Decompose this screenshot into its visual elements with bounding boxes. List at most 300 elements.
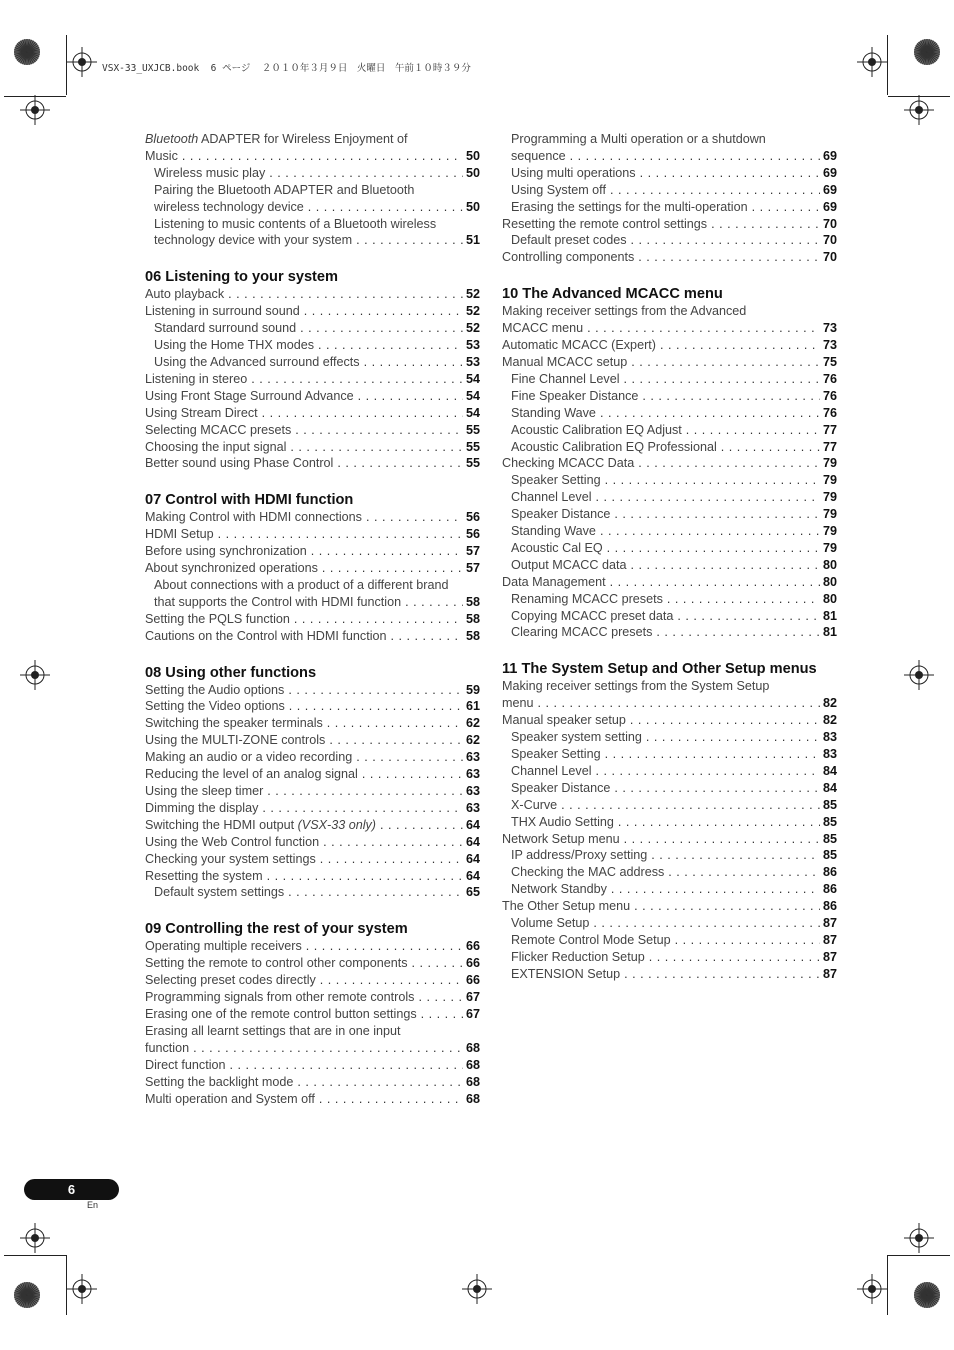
toc-entry[interactable] bbox=[502, 523, 837, 540]
toc-entry-label: Controlling components . . . bbox=[502, 249, 820, 266]
toc-entry[interactable] bbox=[145, 232, 480, 249]
toc-entry-label: Reducing the level of an analog signal . . . bbox=[145, 766, 463, 783]
toc-entry-italic: Bluetooth bbox=[145, 132, 199, 146]
toc-entry-label: Volume Setup . . . bbox=[511, 915, 820, 932]
toc-entry-italic: (VSX-33 only) bbox=[297, 817, 377, 832]
toc-entry[interactable] bbox=[502, 472, 837, 489]
crosshair-mark-icon bbox=[20, 1223, 50, 1253]
toc-page-number: 63 bbox=[465, 767, 480, 782]
toc-entry[interactable] bbox=[502, 695, 837, 712]
toc-page-number: 87 bbox=[822, 949, 837, 964]
toc-entry-label: Flicker Reduction Setup . . . bbox=[511, 949, 820, 966]
page-number: 6 bbox=[24, 1179, 119, 1200]
toc-entry-label: Using System off . . . bbox=[511, 182, 820, 199]
toc-entry[interactable] bbox=[145, 1091, 480, 1108]
toc-entry[interactable] bbox=[145, 526, 480, 543]
toc-entry[interactable] bbox=[502, 847, 837, 864]
toc-page-number: 54 bbox=[465, 388, 480, 403]
toc-page-number: 87 bbox=[822, 966, 837, 981]
toc-page-number: 63 bbox=[465, 750, 480, 765]
toc-entry-label: Fine Speaker Distance . . . bbox=[511, 388, 820, 405]
toc-page-number: 80 bbox=[822, 574, 837, 589]
toc-entry[interactable] bbox=[145, 834, 480, 851]
toc-entry-label: that supports the Control with HDMI function . . . bbox=[154, 594, 463, 611]
toc-entry-label: sequence . . . bbox=[511, 148, 820, 165]
toc-entry[interactable] bbox=[145, 817, 480, 834]
toc-page-number: 64 bbox=[465, 817, 480, 832]
toc-entry[interactable] bbox=[145, 1057, 480, 1074]
toc-entry[interactable] bbox=[502, 864, 837, 881]
crop-line bbox=[4, 1255, 66, 1256]
toc-entry[interactable] bbox=[145, 989, 480, 1006]
toc-entry-label: Speaker Setting . . . bbox=[511, 472, 820, 489]
toc-page-number: 52 bbox=[465, 287, 480, 302]
crop-line bbox=[887, 35, 888, 95]
toc-page-number: 62 bbox=[465, 733, 480, 748]
toc-page-number: 68 bbox=[465, 1040, 480, 1055]
toc-page-number: 55 bbox=[465, 422, 480, 437]
toc-entry-label: Setting the Video options . . . bbox=[145, 698, 463, 715]
toc-entry[interactable] bbox=[145, 455, 480, 472]
toc-entry[interactable] bbox=[145, 1040, 480, 1057]
toc-entry-label: Better sound using Phase Control . . . bbox=[145, 455, 463, 472]
print-header: VSX-33_UXJCB.book 6 ページ ２０１０年３月９日 火曜日 午前１０時３９分 bbox=[102, 63, 471, 74]
toc-page-number: 69 bbox=[822, 182, 837, 197]
toc-page-number: 69 bbox=[822, 199, 837, 214]
toc-page-number: 56 bbox=[465, 527, 480, 542]
toc-entry[interactable] bbox=[502, 780, 837, 797]
toc-entry-label: Before using synchronization . . . bbox=[145, 543, 463, 560]
toc-entry[interactable] bbox=[502, 763, 837, 780]
toc-entry-label: function . . . bbox=[145, 1040, 463, 1057]
toc-entry[interactable] bbox=[502, 249, 837, 266]
toc-entry-label: Speaker Distance . . . bbox=[511, 506, 820, 523]
toc-entry-label: Acoustic Calibration EQ Adjust . . . bbox=[511, 422, 820, 439]
toc-page-number: 66 bbox=[465, 939, 480, 954]
toc-page-number: 52 bbox=[465, 304, 480, 319]
registration-star-icon bbox=[12, 1280, 42, 1310]
crosshair-mark-icon bbox=[857, 1274, 887, 1304]
toc-entry-label: Multi operation and System off . . . bbox=[145, 1091, 463, 1108]
toc-entry-label: Using Front Stage Surround Advance . . . bbox=[145, 388, 463, 405]
toc-page-number: 80 bbox=[822, 591, 837, 606]
crop-line bbox=[66, 1255, 67, 1315]
toc-entry[interactable] bbox=[145, 955, 480, 972]
toc-entry[interactable] bbox=[145, 783, 480, 800]
toc-entry[interactable] bbox=[145, 1006, 480, 1023]
toc-page-number: 55 bbox=[465, 456, 480, 471]
toc-entry[interactable] bbox=[502, 388, 837, 405]
toc-entry-label: Using the sleep timer . . . bbox=[145, 783, 463, 800]
toc-entry-label: Using the Web Control function . . . bbox=[145, 834, 463, 851]
toc-entry[interactable] bbox=[145, 594, 480, 611]
toc-entry[interactable] bbox=[145, 732, 480, 749]
toc-entry-label: Automatic MCACC (Expert) . . . bbox=[502, 337, 820, 354]
toc-entry-label: Output MCACC data . . . bbox=[511, 557, 820, 574]
crosshair-mark-icon bbox=[904, 1223, 934, 1253]
toc-entry-label: Checking your system settings . . . bbox=[145, 851, 463, 868]
toc-page-number: 64 bbox=[465, 851, 480, 866]
toc-entry-label: Data Management . . . bbox=[502, 574, 820, 591]
toc-right-column bbox=[502, 131, 837, 983]
toc-entry[interactable] bbox=[145, 405, 480, 422]
toc-page-number: 82 bbox=[822, 696, 837, 711]
toc-entry[interactable] bbox=[145, 851, 480, 868]
toc-entry-label: HDMI Setup . . . bbox=[145, 526, 463, 543]
toc-page-number: 53 bbox=[465, 338, 480, 353]
toc-entry[interactable] bbox=[145, 800, 480, 817]
toc-entry-label: Using the Home THX modes . . . bbox=[154, 337, 463, 354]
toc-entry[interactable] bbox=[502, 371, 837, 388]
toc-page-number: 57 bbox=[465, 544, 480, 559]
crosshair-mark-icon bbox=[857, 47, 887, 77]
toc-entry[interactable] bbox=[145, 1074, 480, 1091]
toc-page-number: 77 bbox=[822, 422, 837, 437]
toc-entry[interactable] bbox=[145, 354, 480, 371]
toc-entry-label: Selecting preset codes directly . . . bbox=[145, 972, 463, 989]
toc-page-number: 80 bbox=[822, 557, 837, 572]
toc-page-number: 75 bbox=[822, 354, 837, 369]
crop-line bbox=[888, 96, 950, 97]
crosshair-mark-icon bbox=[67, 1274, 97, 1304]
section-title: 11 The System Setup and Other Setup menus bbox=[502, 661, 817, 678]
toc-page-number: 54 bbox=[465, 371, 480, 386]
toc-entry[interactable] bbox=[502, 182, 837, 199]
toc-entry-label: Making Control with HDMI connections . . . bbox=[145, 509, 463, 526]
section-title: 07 Control with HDMI function bbox=[145, 492, 354, 509]
toc-page-number: 52 bbox=[465, 321, 480, 336]
toc-entry[interactable] bbox=[502, 320, 837, 337]
toc-page-number: 68 bbox=[465, 1091, 480, 1106]
toc-entry[interactable] bbox=[502, 557, 837, 574]
toc-entry-label: Cautions on the Control with HDMI function . . . bbox=[145, 628, 463, 645]
toc-entry-label: Operating multiple receivers . . . bbox=[145, 938, 463, 955]
toc-entry-label: Acoustic Calibration EQ Professional . . . bbox=[511, 439, 820, 456]
toc-entry-label: technology device with your system . . . bbox=[154, 232, 463, 249]
toc-page-number: 79 bbox=[822, 490, 837, 505]
toc-entry-label: Manual speaker setup . . . bbox=[502, 712, 820, 729]
crosshair-mark-icon bbox=[20, 660, 50, 690]
toc-entry[interactable] bbox=[145, 972, 480, 989]
section-title: 08 Using other functions bbox=[145, 664, 317, 681]
toc-page-number: 79 bbox=[822, 507, 837, 522]
toc-entry-label: Setting the backlight mode . . . bbox=[145, 1074, 463, 1091]
toc-page-number: 50 bbox=[465, 148, 480, 163]
toc-page-number: 59 bbox=[465, 682, 480, 697]
crop-line bbox=[4, 96, 66, 97]
toc-entry[interactable] bbox=[145, 337, 480, 354]
toc-entry-label: Music . . . bbox=[145, 148, 463, 165]
toc-entry[interactable] bbox=[502, 216, 837, 233]
toc-entry[interactable] bbox=[502, 881, 837, 898]
toc-entry[interactable] bbox=[145, 165, 480, 182]
toc-page-number: 85 bbox=[822, 814, 837, 829]
toc-entry[interactable] bbox=[502, 422, 837, 439]
toc-entry[interactable] bbox=[145, 371, 480, 388]
toc-entry[interactable] bbox=[502, 591, 837, 608]
toc-page-number: 56 bbox=[465, 510, 480, 525]
toc-entry[interactable] bbox=[502, 932, 837, 949]
toc-entry-label: Switching the HDMI output (VSX-33 only) . . . bbox=[145, 817, 463, 834]
toc-entry[interactable] bbox=[502, 148, 837, 165]
crop-line bbox=[887, 1255, 888, 1315]
toc-entry[interactable] bbox=[502, 898, 837, 915]
toc-entry-label: Erasing one of the remote control button settings . . . bbox=[145, 1006, 463, 1023]
toc-entry-label: Using Stream Direct . . . bbox=[145, 405, 463, 422]
toc-entry-label: Acoustic Cal EQ . . . bbox=[511, 540, 820, 557]
toc-entry-label: Fine Channel Level . . . bbox=[511, 371, 820, 388]
toc-entry-line: Erasing all learnt settings that are in one input bbox=[145, 1023, 401, 1038]
toc-entry[interactable] bbox=[502, 540, 837, 557]
toc-page-number: 61 bbox=[465, 699, 480, 714]
registration-star-icon bbox=[12, 37, 42, 67]
toc-page-number: 73 bbox=[822, 338, 837, 353]
toc-page-number: 83 bbox=[822, 747, 837, 761]
toc-page-number: 87 bbox=[822, 916, 837, 931]
toc-left-column bbox=[145, 131, 480, 1107]
toc-entry[interactable] bbox=[145, 560, 480, 577]
registration-star-icon bbox=[912, 1280, 942, 1310]
toc-entry-label: Standing Wave . . . bbox=[511, 523, 820, 540]
toc-entry-label: Standing Wave . . . bbox=[511, 405, 820, 422]
toc-page-number: 68 bbox=[465, 1057, 480, 1072]
toc-page-number: 81 bbox=[822, 608, 837, 623]
toc-entry-label: Copying MCACC preset data . . . bbox=[511, 608, 820, 625]
toc-page-number: 54 bbox=[465, 405, 480, 420]
toc-entry[interactable] bbox=[502, 915, 837, 932]
section-title: 10 The Advanced MCACC menu bbox=[502, 286, 723, 303]
toc-entry[interactable] bbox=[502, 506, 837, 523]
toc-entry[interactable] bbox=[502, 232, 837, 249]
toc-entry-label: Speaker system setting . . . bbox=[511, 729, 820, 746]
toc-page-number: 79 bbox=[822, 524, 837, 539]
toc-page-number: 55 bbox=[465, 439, 480, 454]
toc-entry-label: Checking the MAC address . . . bbox=[511, 864, 820, 881]
toc-page-number: 69 bbox=[822, 148, 837, 163]
toc-entry[interactable] bbox=[145, 868, 480, 885]
toc-entry[interactable] bbox=[145, 611, 480, 628]
toc-entry-label: Using the MULTI-ZONE controls . . . bbox=[145, 732, 463, 749]
toc-entry[interactable] bbox=[502, 608, 837, 625]
toc-entry[interactable] bbox=[145, 715, 480, 732]
toc-entry[interactable] bbox=[145, 682, 480, 699]
toc-entry[interactable] bbox=[502, 712, 837, 729]
toc-entry[interactable] bbox=[502, 574, 837, 591]
toc-page-number: 53 bbox=[465, 354, 480, 369]
toc-page-number: 58 bbox=[465, 594, 480, 609]
toc-entry-label: Auto playback . . . bbox=[145, 286, 463, 303]
toc-entry[interactable] bbox=[145, 884, 480, 901]
registration-star-icon bbox=[912, 37, 942, 67]
toc-entry-label: Direct function . . . bbox=[145, 1057, 463, 1074]
crosshair-mark-icon bbox=[67, 47, 97, 77]
toc-page-number: 86 bbox=[822, 899, 837, 914]
toc-entry-label: menu . . . bbox=[502, 695, 820, 712]
toc-page-number: 76 bbox=[822, 371, 837, 386]
toc-entry-line: Listening to music contents of a Bluetooth wireless bbox=[154, 216, 437, 231]
toc-entry-label: Standard surround sound . . . bbox=[154, 320, 463, 337]
toc-entry-label: Network Standby . . . bbox=[511, 881, 820, 898]
toc-page-number: 50 bbox=[465, 165, 480, 180]
toc-page-number: 62 bbox=[465, 716, 480, 731]
toc-page-number: 73 bbox=[822, 321, 837, 336]
toc-entry[interactable] bbox=[502, 455, 837, 472]
toc-entry-label: Listening in surround sound . . . bbox=[145, 303, 463, 320]
toc-page-number: 65 bbox=[465, 885, 480, 900]
toc-entry-label: Dimming the display . . . bbox=[145, 800, 463, 817]
toc-entry[interactable] bbox=[502, 439, 837, 456]
toc-entry-label: wireless technology device . . . bbox=[154, 199, 463, 216]
toc-entry[interactable] bbox=[502, 624, 837, 641]
toc-page-number: 70 bbox=[822, 216, 837, 231]
toc-page-number: 76 bbox=[822, 405, 837, 420]
crop-line bbox=[66, 35, 67, 95]
toc-entry-label: Making an audio or a video recording . . . bbox=[145, 749, 463, 766]
toc-entry-label: Setting the Audio options . . . bbox=[145, 682, 463, 699]
toc-page-number: 64 bbox=[465, 834, 480, 849]
toc-entry[interactable] bbox=[145, 320, 480, 337]
toc-entry[interactable] bbox=[145, 766, 480, 783]
toc-entry[interactable] bbox=[502, 165, 837, 182]
toc-entry-line: About connections with a product of a different brand bbox=[154, 577, 449, 592]
toc-entry[interactable] bbox=[502, 966, 837, 983]
toc-entry[interactable] bbox=[502, 746, 837, 763]
toc-page-number: 58 bbox=[465, 611, 480, 626]
toc-page-number: 50 bbox=[465, 199, 480, 214]
toc-page-number: 64 bbox=[465, 868, 480, 883]
toc-entry-line: Making receiver settings from the Advanced bbox=[502, 304, 747, 319]
toc-page-number: 85 bbox=[822, 831, 837, 846]
toc-entry-line: Bluetooth ADAPTER for Wireless Enjoyment of bbox=[145, 132, 408, 146]
toc-entry[interactable] bbox=[145, 509, 480, 526]
toc-page-number: 69 bbox=[822, 165, 837, 180]
toc-page-number: 83 bbox=[822, 730, 837, 745]
toc-entry[interactable] bbox=[145, 422, 480, 439]
toc-entry-label: About synchronized operations . . . bbox=[145, 560, 463, 577]
toc-entry[interactable] bbox=[145, 303, 480, 320]
toc-entry[interactable] bbox=[502, 489, 837, 506]
crosshair-mark-icon bbox=[462, 1274, 492, 1304]
toc-page-number: 57 bbox=[465, 561, 480, 576]
toc-entry-label: Resetting the remote control settings . . . bbox=[502, 216, 820, 233]
toc-entry-label: Erasing the settings for the multi-operation . . . bbox=[511, 199, 820, 216]
toc-entry-label: MCACC menu . . . bbox=[502, 320, 820, 337]
toc-page-number: 67 bbox=[465, 990, 480, 1005]
toc-entry-label: Renaming MCACC presets . . . bbox=[511, 591, 820, 608]
toc-entry-label: Programming signals from other remote controls . . . bbox=[145, 989, 463, 1006]
toc-page-number: 79 bbox=[822, 456, 837, 471]
toc-entry-label: Switching the speaker terminals . . . bbox=[145, 715, 463, 732]
toc-entry-label: Manual MCACC setup . . . bbox=[502, 354, 820, 371]
toc-entry[interactable] bbox=[502, 831, 837, 848]
toc-page-number: 66 bbox=[465, 956, 480, 971]
toc-entry-label: Listening in stereo . . . bbox=[145, 371, 463, 388]
toc-page-number: 67 bbox=[465, 1006, 480, 1021]
toc-entry[interactable] bbox=[502, 354, 837, 371]
toc-entry[interactable] bbox=[145, 388, 480, 405]
toc-entry[interactable] bbox=[145, 749, 480, 766]
toc-entry-label: Checking MCACC Data . . . bbox=[502, 455, 820, 472]
toc-page-number: 82 bbox=[822, 713, 837, 728]
toc-entry-line: Programming a Multi operation or a shutdown bbox=[511, 132, 766, 146]
toc-entry[interactable] bbox=[145, 286, 480, 303]
toc-entry[interactable] bbox=[145, 543, 480, 560]
section-title: 09 Controlling the rest of your system bbox=[145, 921, 408, 938]
toc-entry-label: Setting the remote to control other components . . . bbox=[145, 955, 463, 972]
toc-entry-line: Pairing the Bluetooth ADAPTER and Bluetooth bbox=[154, 182, 415, 197]
toc-entry[interactable] bbox=[502, 814, 837, 831]
toc-entry-label: The Other Setup menu . . . bbox=[502, 898, 820, 915]
toc-entry-label: X-Curve . . . bbox=[511, 797, 820, 814]
toc-entry[interactable] bbox=[145, 628, 480, 645]
toc-page-number: 79 bbox=[822, 540, 837, 555]
toc-entry[interactable] bbox=[145, 148, 480, 165]
toc-page-number: 68 bbox=[465, 1074, 480, 1089]
toc-entry-label: IP address/Proxy setting . . . bbox=[511, 847, 820, 864]
toc-entry-label: Wireless music play . . . bbox=[154, 165, 463, 182]
toc-page-number: 86 bbox=[822, 882, 837, 897]
toc-entry-label: Speaker Setting . . . bbox=[511, 746, 820, 763]
toc-entry-label: EXTENSION Setup . . . bbox=[511, 966, 820, 983]
toc-entry-label: Choosing the input signal . . . bbox=[145, 439, 463, 456]
toc-entry-label: Using the Advanced surround effects . . . bbox=[154, 354, 463, 371]
toc-entry-label: Speaker Distance . . . bbox=[511, 780, 820, 797]
toc-page-number: 85 bbox=[822, 797, 837, 812]
toc-entry-label: Channel Level . . . bbox=[511, 763, 820, 780]
toc-entry-label: Using multi operations . . . bbox=[511, 165, 820, 182]
toc-page-number: 79 bbox=[822, 473, 837, 488]
toc-page-number: 85 bbox=[822, 848, 837, 863]
toc-entry-label: Resetting the system . . . bbox=[145, 868, 463, 885]
toc-entry[interactable] bbox=[145, 439, 480, 456]
toc-page-number: 86 bbox=[822, 865, 837, 880]
toc-entry[interactable] bbox=[502, 405, 837, 422]
toc-entry-line: Making receiver settings from the System Setup bbox=[502, 679, 770, 694]
toc-entry[interactable] bbox=[502, 797, 837, 814]
crosshair-mark-icon bbox=[904, 660, 934, 690]
toc-page-number: 58 bbox=[465, 628, 480, 643]
toc-entry[interactable] bbox=[502, 729, 837, 746]
toc-entry[interactable] bbox=[502, 337, 837, 354]
language-label: En bbox=[87, 1200, 99, 1210]
toc-entry[interactable] bbox=[145, 938, 480, 955]
crop-line bbox=[888, 1255, 950, 1256]
toc-page-number: 51 bbox=[465, 233, 480, 248]
toc-entry-label: Selecting MCACC presets . . . bbox=[145, 422, 463, 439]
toc-page-number: 84 bbox=[822, 780, 837, 795]
toc-page-number: 87 bbox=[822, 932, 837, 947]
toc-page-number: 63 bbox=[465, 800, 480, 815]
toc-entry-label: Channel Level . . . bbox=[511, 489, 820, 506]
crosshair-mark-icon bbox=[20, 95, 50, 125]
toc-page-number: 70 bbox=[822, 250, 837, 265]
toc-page-number: 63 bbox=[465, 784, 480, 798]
toc-entry[interactable] bbox=[502, 949, 837, 966]
toc-entry[interactable] bbox=[145, 698, 480, 715]
toc-entry-label: THX Audio Setting . . . bbox=[511, 814, 820, 831]
crosshair-mark-icon bbox=[904, 95, 934, 125]
toc-page-number: 84 bbox=[822, 763, 837, 778]
toc-entry[interactable] bbox=[145, 199, 480, 216]
toc-entry-label: Default system settings . . . bbox=[154, 884, 463, 901]
toc-page-number: 76 bbox=[822, 388, 837, 403]
toc-entry-label: Network Setup menu . . . bbox=[502, 831, 820, 848]
toc-entry[interactable] bbox=[502, 199, 837, 216]
toc-entry-label: Default preset codes . . . bbox=[511, 232, 820, 249]
toc-page-number: 70 bbox=[822, 233, 837, 248]
toc-page-number: 81 bbox=[822, 625, 837, 640]
toc-page-number: 77 bbox=[822, 439, 837, 454]
